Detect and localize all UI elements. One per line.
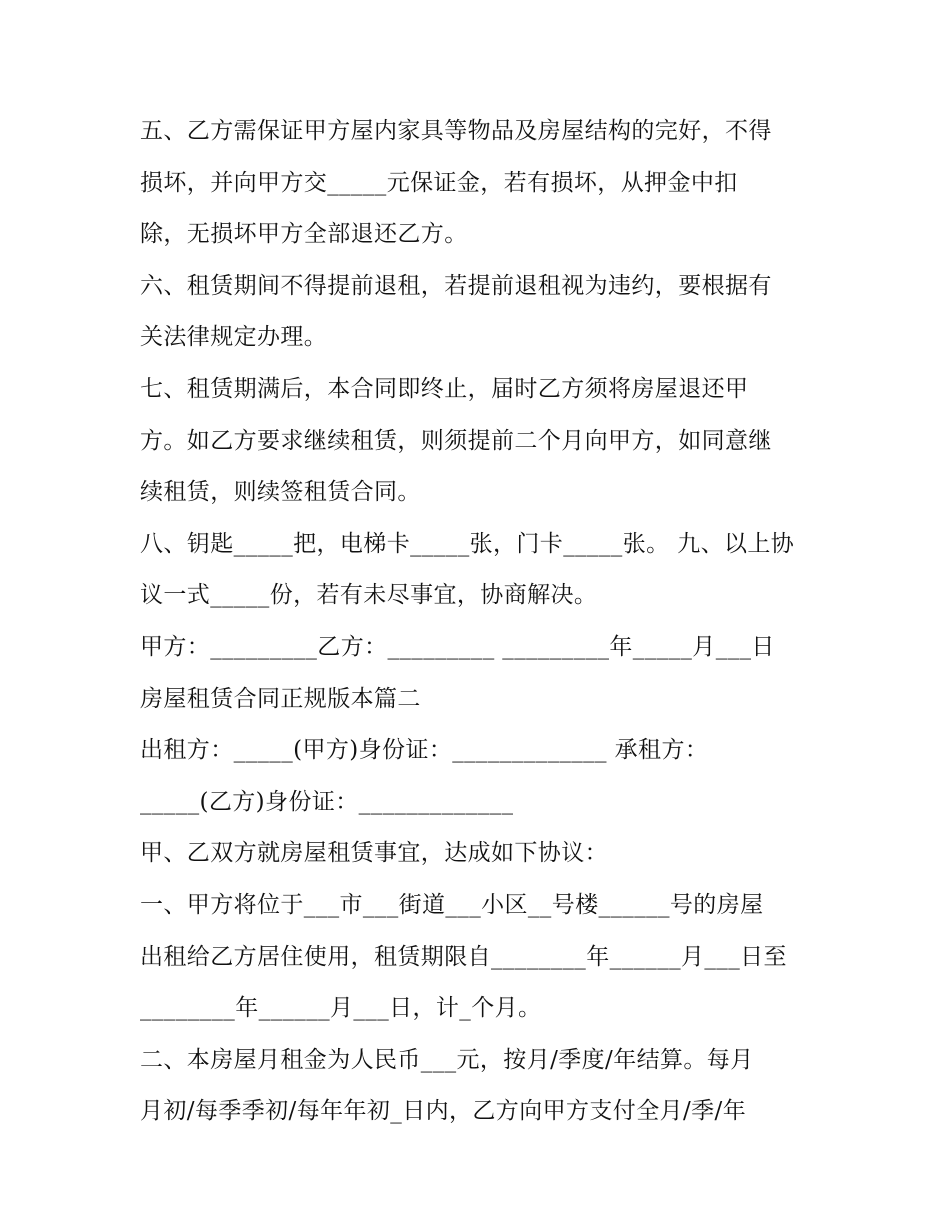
- text-line: 损坏，并向甲方交_____元保证金，若有损坏，从押金中扣: [140, 169, 738, 196]
- text-line: 甲、乙双方就房屋租赁事宜，达成如下协议：: [140, 840, 608, 867]
- text-line: 月初/每季季初/每年年初_日内，乙方向甲方支付全月/季/年: [140, 1098, 747, 1125]
- text-line: 议一式_____份，若有未尽事宜，协商解决。: [140, 582, 598, 609]
- text-line: ________年______月___日，计_个月。: [140, 995, 542, 1022]
- text-line: 出租给乙方居住使用，租赁期限自________年______月___日至: [140, 943, 787, 970]
- text-line: 方。如乙方要求继续租赁，则须提前二个月向甲方，如同意继: [140, 427, 772, 454]
- text-line: _____(乙方)身份证：_____________: [140, 788, 514, 815]
- text-line: 续租赁，则续签租赁合同。: [140, 479, 421, 506]
- text-line: 关法律规定办理。: [140, 324, 328, 351]
- text-line: 六、租赁期间不得提前退租，若提前退租视为违约，要根据有: [140, 272, 772, 299]
- text-line: 五、乙方需保证甲方屋内家具等物品及房屋结构的完好，不得: [140, 118, 772, 144]
- signature-line: 甲方：_________乙方：_________ _________年_____月___日: [140, 633, 775, 660]
- text-line: 七、租赁期满后，本合同即终止，届时乙方须将房屋退还甲: [140, 375, 749, 402]
- text-line: 一、甲方将位于___市___街道___小区__号楼______号的房屋: [140, 891, 764, 918]
- text-line: 八、钥匙_____把，电梯卡_____张，门卡_____张。 九、以上协: [140, 530, 795, 557]
- contract-text: [140, 106, 820, 1138]
- text-line: 二、本房屋月租金为人民币___元，按月/季度/年结算。每月: [140, 1046, 754, 1073]
- text-line: 出租方：_____(甲方)身份证：_____________ 承租方：: [140, 737, 709, 764]
- text-line: 除，无损坏甲方全部退还乙方。: [140, 221, 468, 248]
- section-title: 房屋租赁合同正规版本篇二: [140, 685, 421, 712]
